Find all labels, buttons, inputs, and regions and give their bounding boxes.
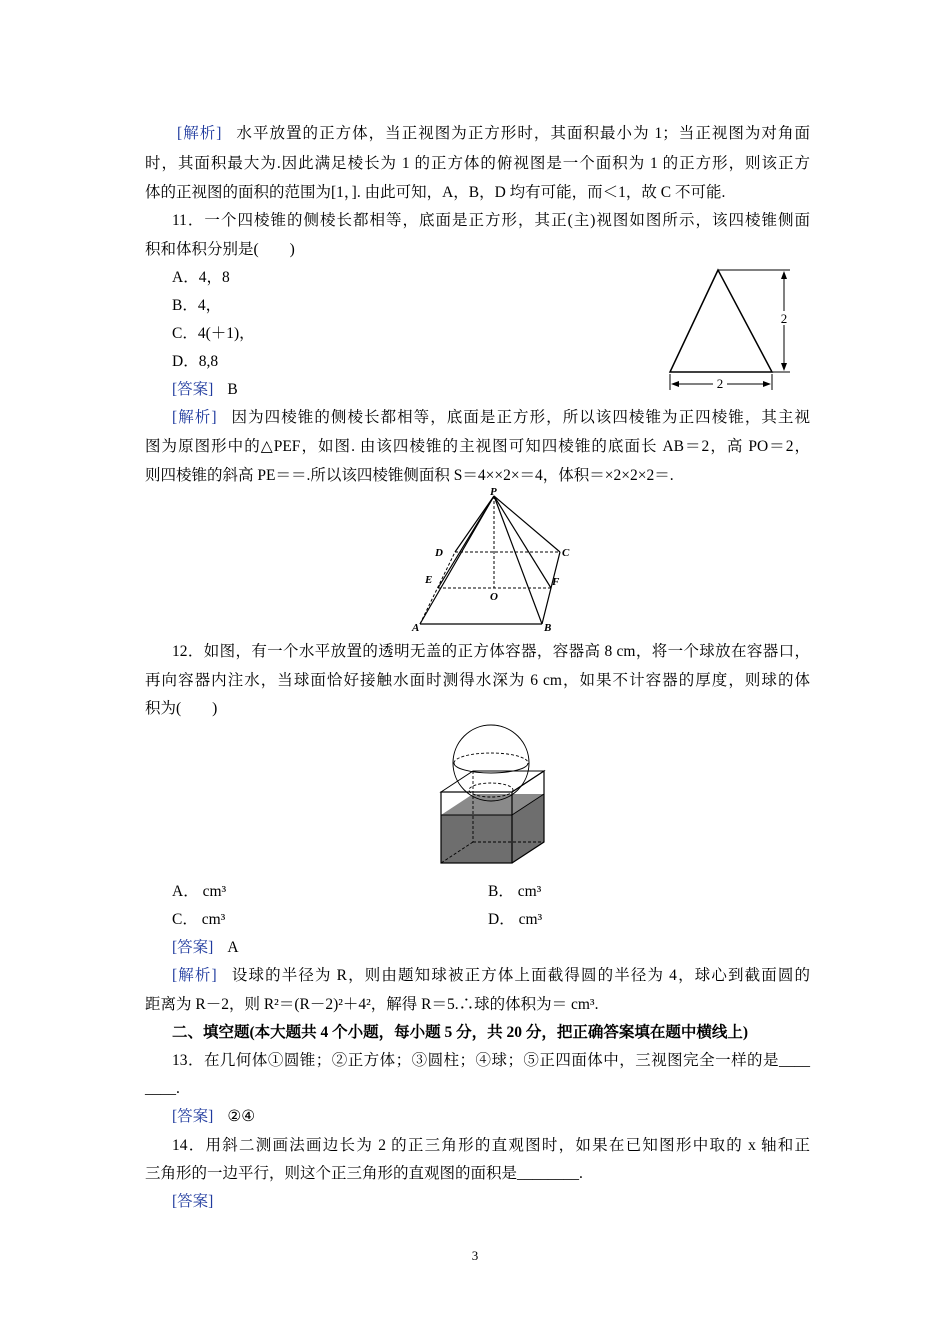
label-A: A: [412, 622, 420, 632]
p10-analysis-line-1: [解析] 水平放置的正方体，当正视图为正方形时，其面积最小为 1；当正视图为对角面: [177, 125, 810, 142]
label-P: P: [490, 486, 497, 498]
analysis-tag: [解析]: [172, 967, 217, 984]
p10-analysis-line-2: 时，其面积最大为.因此满足棱长为 1 的正方体的俯视图是一个面积为 1 的正方形，则该正方: [145, 155, 810, 172]
q14-stem-line-2: 三角形的一边平行，则这个正三角形的直观图的面积是________.: [145, 1165, 583, 1182]
answer-tag: [答案]: [172, 1108, 214, 1125]
label-E: E: [425, 574, 433, 586]
sphere-equator-back: [454, 753, 528, 763]
q13-answer: [答案] ②④: [172, 1108, 256, 1125]
q11-option-a: A．4，8: [172, 269, 230, 286]
q12-analysis-line-2: 距离为 R－2，则 R²＝(R－2)²＋4²，解得 R＝5.∴球的体积为＝ cm³.: [145, 996, 599, 1013]
pyramid-figure: [410, 486, 580, 632]
q11-analysis-line-2: 图为原图形中的△PEF，如图. 由该四棱锥的主视图可知四棱锥的底面长 AB＝2，高 PO＝2，: [145, 438, 810, 455]
q11-analysis-line-1: [解析] 因为四棱锥的侧棱长都相等，底面是正方形，所以该四棱锥为正四棱锥，其主视: [172, 409, 810, 426]
base-label: 2: [716, 376, 724, 391]
q11-option-b: B．4，: [172, 297, 222, 314]
q14-answer: [172, 1192, 810, 1212]
page-number: 3: [471, 1248, 479, 1263]
q12-option-a: A． cm³: [172, 883, 227, 900]
q13-stem-line-1: 13．在几何体①圆锥；②正方体；③圆柱；④球；⑤正四面体中，三视图完全一样的是____: [172, 1052, 810, 1069]
section-heading-fill-in: 二、填空题(本大题共 4 个小题，每小题 5 分，共 20 分，把正确答案填在题中横线上): [172, 1024, 749, 1041]
q12-stem-line-3: 积为( ): [145, 700, 218, 717]
label-O: O: [490, 591, 498, 603]
base-arrow-right: [763, 381, 771, 387]
q11-analysis-line-3: 则四棱锥的斜高 PE＝＝.所以该四棱锥侧面积 S＝4××2×＝4，体积＝×2×2×2＝.: [145, 467, 674, 484]
q11-option-d: D．8,8: [172, 353, 219, 370]
q14-stem-line-1: 14．用斜二测画法画边长为 2 的正三角形的直观图时，如果在已知图形中取的 x 轴和正: [172, 1137, 810, 1154]
sphere-outline: [453, 725, 529, 801]
label-B: B: [544, 622, 552, 632]
q12-analysis-line-1: [解析] 设球的半径为 R，则由题知球被正方体上面截得圆的半径为 4，球心到截面圆的: [172, 967, 811, 984]
q13-stem-line-2: ____.: [145, 1080, 180, 1097]
q12-cube-sphere-figure: [430, 722, 550, 868]
answer-tag: [答案]: [172, 939, 214, 956]
q11-front-view-figure: [660, 262, 800, 392]
height-arrow-top: [781, 271, 787, 279]
answer-tag: [答案]: [172, 381, 214, 398]
label-F: F: [552, 576, 560, 588]
q12-option-b: B． cm³: [488, 883, 542, 900]
triangle-shape: [670, 270, 772, 372]
q11-stem-line-1: 11．一个四棱锥的侧棱长都相等，底面是正方形，其正(主)视图如图所示，该四棱锥侧面: [172, 212, 810, 229]
q12-stem-line-2: 再向容器内注水，当球面恰好接触水面时测得水深为 6 cm，如果不计容器的厚度，则球的体: [145, 672, 810, 689]
q11-stem-line-2: 积和体积分别是( ): [145, 241, 295, 258]
segment-PF: [494, 496, 551, 588]
q12-stem-line-1: 12．如图，有一个水平放置的透明无盖的正方体容器，容器高 8 cm，将一个球放在容器口，: [172, 643, 810, 660]
height-label: 2: [780, 311, 788, 326]
edge-PB: [494, 496, 542, 624]
q12-answer: [答案] A: [172, 939, 239, 956]
base-arrow-left: [671, 381, 679, 387]
edge-PD: [455, 496, 494, 552]
segment-PE: [438, 496, 494, 588]
analysis-tag: [解析]: [172, 409, 217, 426]
p10-analysis-line-3: 体的正视图的面积的范围为[1，]. 由此可知，A，B，D 均有可能，而＜1，故 C 不可能.: [145, 184, 726, 201]
label-C: C: [562, 547, 570, 559]
answer-tag: [答案]: [172, 1193, 214, 1210]
height-arrow-bottom: [781, 363, 787, 371]
label-D: D: [435, 547, 443, 559]
q11-option-c: C．4(＋1)，: [172, 325, 255, 342]
q12-option-d: D． cm³: [488, 911, 543, 928]
q12-option-c: C． cm³: [172, 911, 226, 928]
q11-answer: [答案] B: [172, 381, 238, 398]
analysis-tag: [解析]: [177, 125, 222, 142]
